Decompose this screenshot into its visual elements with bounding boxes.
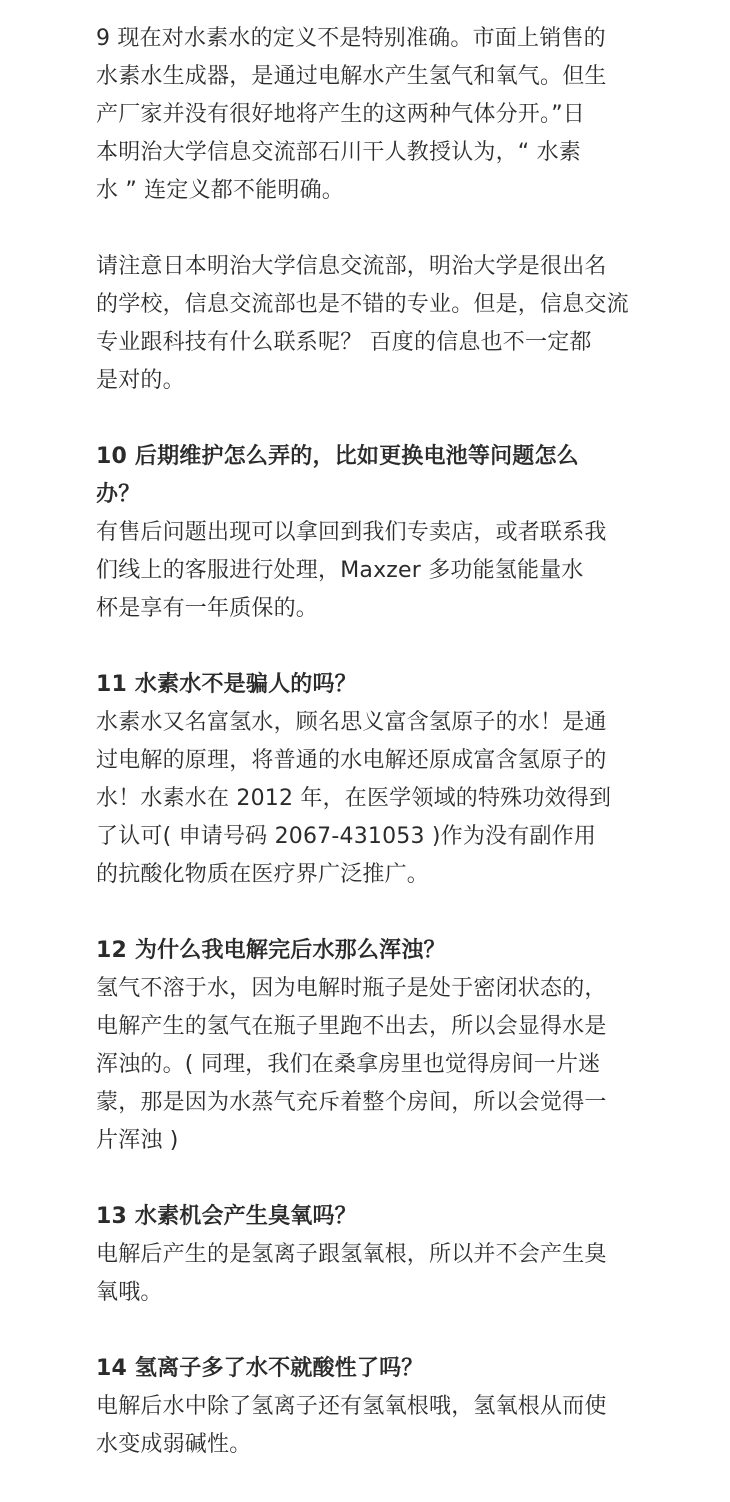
answer-line: 电解后水中除了氢离子还有氢氧根哦，氢氧根从而使 (96, 1394, 607, 1419)
text-line: 水素水生成器，是通过电解水产生氢气和氧气。但生 (96, 64, 607, 89)
faq-item-14 (96, 1350, 636, 1464)
answer-line: 了认可( 申请号码 2067-431053 )作为没有副作用 (96, 824, 597, 849)
answer-line: 有售后问题出现可以拿回到我们专卖店，或者联系我 (96, 520, 607, 545)
answer-line: 们线上的客服进行处理，Maxzer 多功能氢能量水 (96, 558, 584, 583)
question-line: 12 为什么我电解完后水那么浑浊？ (96, 938, 446, 963)
spacer (96, 400, 636, 438)
text-line: 的学校，信息交流部也是不错的专业。但是，信息交流 (96, 292, 629, 317)
spacer (96, 1160, 636, 1198)
question-line: 10 后期维护怎么弄的，比如更换电池等问题怎么 (96, 444, 579, 469)
answer-line: 片浑浊 ) (96, 1128, 179, 1153)
question-line: 11 水素水不是骗人的吗？ (96, 672, 357, 697)
answer-line: 杯是享有一年质保的。 (96, 596, 319, 621)
question-line: 13 水素机会产生臭氧吗？ (96, 1204, 357, 1229)
answer-line: 水变成弱碱性。 (96, 1432, 252, 1457)
answer-line: 蒙，那是因为水蒸气充斥着整个房间，所以会觉得一 (96, 1090, 607, 1115)
spacer (96, 628, 636, 666)
answer-line: 电解产生的氢气在瓶子里跑不出去，所以会显得水是 (96, 1014, 607, 1039)
paragraph-note (96, 248, 636, 400)
text-line: 请注意日本明治大学信息交流部，明治大学是很出名 (96, 254, 607, 279)
text-line: 专业跟科技有什么联系呢？ 百度的信息也不一定都 (96, 330, 592, 355)
text-line: 9 现在对水素水的定义不是特别准确。市面上销售的 (96, 26, 606, 51)
faq-document (96, 20, 636, 1464)
spacer (96, 1312, 636, 1350)
faq-item-10 (96, 438, 636, 628)
answer-line: 氧哦。 (96, 1280, 163, 1305)
text-line: 水 ” 连定义都不能明确。 (96, 178, 344, 203)
faq-item-12 (96, 932, 636, 1160)
spacer (96, 894, 636, 932)
text-line: 产厂家并没有很好地将产生的这两种气体分开。”日 (96, 102, 585, 127)
spacer (96, 210, 636, 248)
answer-line: 过电解的原理，将普通的水电解还原成富含氢原子的 (96, 748, 607, 773)
paragraph-9 (96, 20, 636, 210)
faq-item-11 (96, 666, 636, 894)
faq-item-13 (96, 1198, 636, 1312)
text-line: 本明治大学信息交流部石川干人教授认为，“ 水素 (96, 140, 581, 165)
answer-line: 水素水又名富氢水，顾名思义富含氢原子的水！是通 (96, 710, 607, 735)
answer-line: 浑浊的。( 同理，我们在桑拿房里也觉得房间一片迷 (96, 1052, 601, 1077)
answer-line: 的抗酸化物质在医疗界广泛推广。 (96, 862, 430, 887)
answer-line: 氢气不溶于水，因为电解时瓶子是处于密闭状态的， (96, 976, 607, 1001)
question-line: 办？ (96, 482, 141, 507)
text-line: 是对的。 (96, 368, 185, 393)
answer-line: 电解后产生的是氢离子跟氢氧根，所以并不会产生臭 (96, 1242, 607, 1267)
question-line: 14 氢离子多了水不就酸性了吗？ (96, 1356, 424, 1381)
answer-line: 水！水素水在 2012 年，在医学领域的特殊功效得到 (96, 786, 612, 811)
